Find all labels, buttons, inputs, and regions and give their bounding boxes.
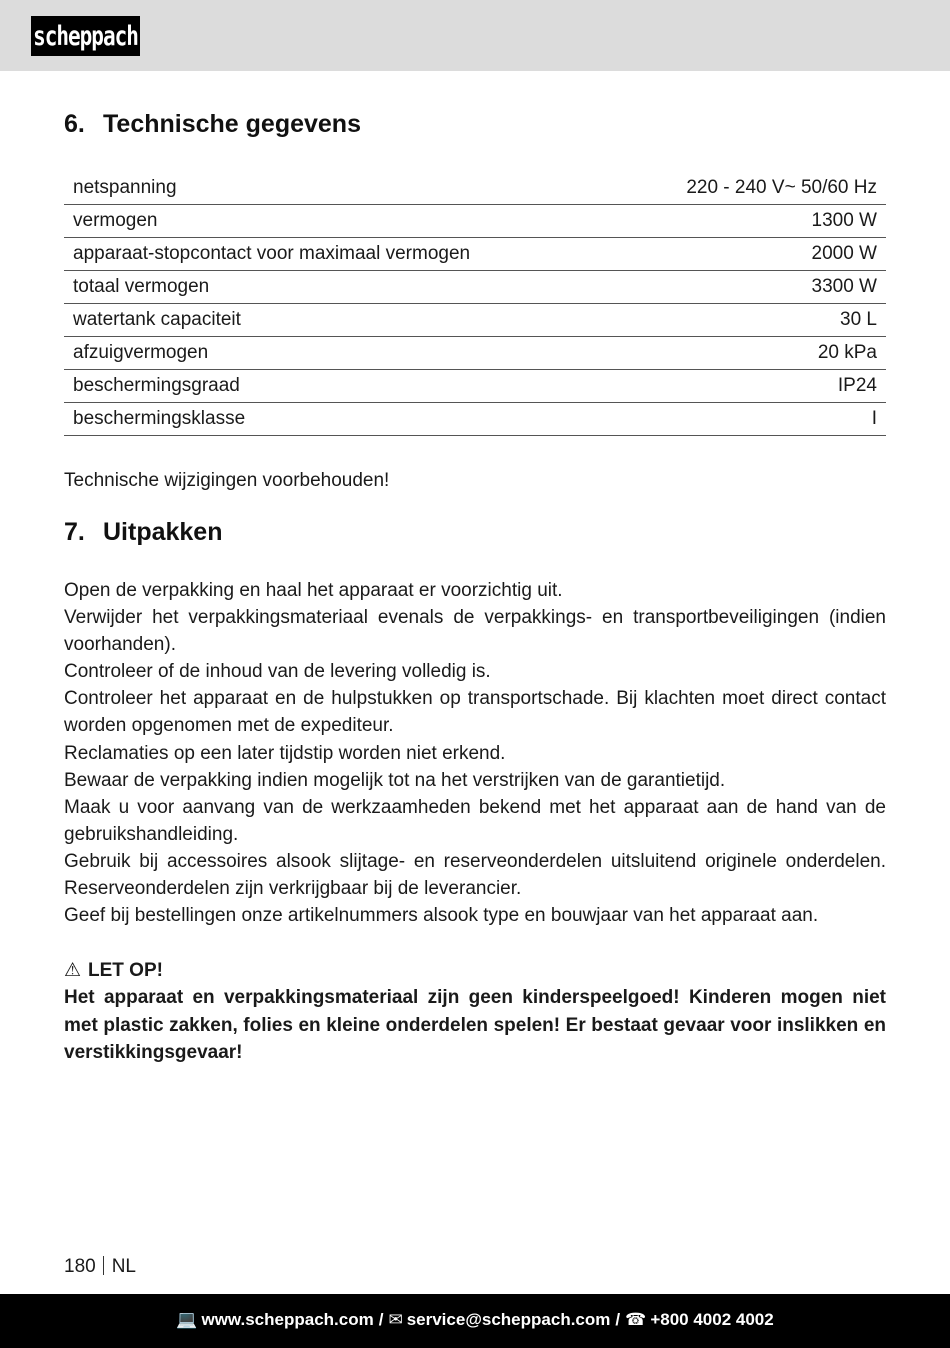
warning-heading xyxy=(64,957,886,984)
page-separator xyxy=(103,1256,104,1275)
table-row xyxy=(64,370,886,403)
spec-label: afzuigvermogen xyxy=(64,337,611,370)
technical-data-table xyxy=(64,172,886,436)
section-title: Technische gegevens xyxy=(103,110,361,138)
spec-value: 220 - 240 V~ 50/60 Hz xyxy=(611,172,886,205)
header-bar xyxy=(0,0,950,71)
section-number: 7. xyxy=(64,518,85,546)
instruction-paragraph: Controleer het apparaat en de hulpstukken op transportschade. Bij klachten moet direct contact worden opgenomen met de expediteur. xyxy=(64,688,886,737)
spec-label: totaal vermogen xyxy=(64,271,611,304)
instruction-paragraph: Reclamaties op een later tijdstip worden niet erkend. xyxy=(64,742,506,764)
page-language: NL xyxy=(111,1256,136,1277)
spec-value: 1300 W xyxy=(611,205,886,238)
footer-bar xyxy=(0,1294,950,1348)
section-6-heading xyxy=(64,110,361,139)
table-row xyxy=(64,172,886,205)
table-row xyxy=(64,238,886,271)
page-number xyxy=(64,1256,136,1278)
table-row xyxy=(64,304,886,337)
spec-value: 2000 W xyxy=(611,238,886,271)
phone-icon: ☎ xyxy=(625,1310,647,1329)
instruction-paragraph: Maak u voor aanvang van de werkzaamheden bekend met het apparaat aan de hand van de gebruikshandleiding. xyxy=(64,796,886,845)
table-row xyxy=(64,337,886,370)
computer-icon: 💻 xyxy=(176,1310,198,1329)
spec-value: I xyxy=(611,403,886,436)
section-7-heading xyxy=(64,518,222,547)
spec-label: beschermingsklasse xyxy=(64,403,611,436)
section-number: 6. xyxy=(64,110,85,138)
warning-text: Het apparaat en verpakkingsmateriaal zijn geen kinderspeelgoed! Kinderen mogen niet met plastic zakken, folies en kleine onderdelen spelen! Er bestaat gevaar voor inslikken en verstikkingsgevaar! xyxy=(64,987,886,1063)
table-row xyxy=(64,271,886,304)
unpacking-instructions xyxy=(64,577,886,929)
mail-icon: ✉ xyxy=(388,1310,403,1329)
spec-label: beschermingsgraad xyxy=(64,370,611,403)
spec-label: apparaat-stopcontact voor maximaal vermogen xyxy=(64,238,611,271)
footer-separator: / xyxy=(378,1310,384,1329)
instruction-paragraph: Open de verpakking en haal het apparaat er voorzichtig uit. xyxy=(64,580,563,601)
footer-email[interactable]: service@scheppach.com xyxy=(406,1310,611,1329)
instruction-paragraph: Verwijder het verpakkingsmateriaal evenals de verpakkings- en transportbeveiligingen (indien voorhanden). xyxy=(64,607,886,656)
technical-changes-note: Technische wijzigingen voorbehouden! xyxy=(64,470,390,491)
footer-separator: / xyxy=(615,1310,621,1329)
spec-label: netspanning xyxy=(64,172,611,205)
warning-triangle-icon: ⚠ xyxy=(64,960,82,981)
spec-value: 3300 W xyxy=(611,271,886,304)
spec-label: vermogen xyxy=(64,205,611,238)
footer-phone[interactable]: +800 4002 4002 xyxy=(650,1310,774,1329)
spec-value: IP24 xyxy=(611,370,886,403)
footer-website[interactable]: www.scheppach.com xyxy=(201,1310,374,1329)
instruction-paragraph: Bewaar de verpakking indien mogelijk tot na het verstrijken van de garantietijd. xyxy=(64,769,726,791)
warning-title: LET OP! xyxy=(88,960,163,981)
spec-value: 30 L xyxy=(611,304,886,337)
spec-value: 20 kPa xyxy=(611,337,886,370)
spec-label: watertank capaciteit xyxy=(64,304,611,337)
page-number-value: 180 xyxy=(64,1256,96,1277)
section-title: Uitpakken xyxy=(103,518,223,546)
instruction-paragraph: Controleer of de inhoud van de levering volledig is. xyxy=(64,661,491,683)
warning-block xyxy=(64,957,886,1066)
scheppach-logo: scheppach xyxy=(31,16,140,56)
table-row xyxy=(64,205,886,238)
instruction-paragraph: Geef bij bestellingen onze artikelnummers alsook type en bouwjaar van het apparaat aan. xyxy=(64,905,819,927)
table-row xyxy=(64,403,886,436)
instruction-paragraph: Gebruik bij accessoires alsook slijtage- en reserveonderdelen uitsluitend originele onderdelen. Reserveonderdelen zijn verkrijgbaar bij de leverancier. xyxy=(64,850,886,900)
